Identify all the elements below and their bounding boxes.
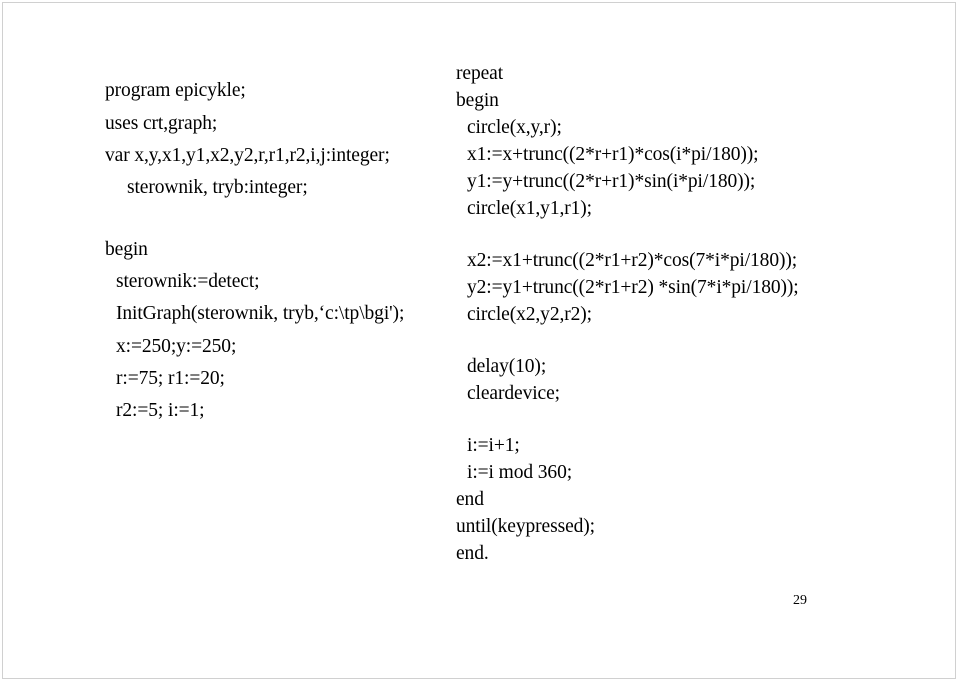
code-line: x2:=x1+trunc((2*r1+r2)*cos(7*i*pi/180)); bbox=[467, 250, 798, 271]
code-line: x:=250;y:=250; bbox=[116, 336, 237, 357]
code-line: y1:=y+trunc((2*r+r1)*sin(i*pi/180)); bbox=[467, 171, 756, 192]
code-line: i:=i mod 360; bbox=[467, 462, 573, 483]
code-line: delay(10); bbox=[467, 356, 547, 377]
code-line: repeat bbox=[456, 63, 504, 84]
code-line: sterownik:=detect; bbox=[116, 271, 260, 292]
code-line: circle(x,y,r); bbox=[467, 117, 562, 138]
code-line: i:=i+1; bbox=[467, 435, 520, 456]
code-line: end bbox=[456, 489, 484, 510]
code-line: r:=75; r1:=20; bbox=[116, 368, 225, 389]
page-number: 29 bbox=[793, 593, 807, 608]
code-line: y2:=y1+trunc((2*r1+r2) *sin(7*i*pi/180)); bbox=[467, 277, 799, 298]
code-line: until(keypressed); bbox=[456, 516, 595, 537]
code-line: circle(x2,y2,r2); bbox=[467, 304, 592, 325]
code-line: end. bbox=[456, 543, 489, 564]
code-line: uses crt,graph; bbox=[105, 113, 218, 134]
code-line: circle(x1,y1,r1); bbox=[467, 198, 592, 219]
code-line: begin bbox=[105, 239, 148, 260]
code-line: sterownik, tryb:integer; bbox=[127, 177, 308, 198]
code-line: x1:=x+trunc((2*r+r1)*cos(i*pi/180)); bbox=[467, 144, 759, 165]
code-line: begin bbox=[456, 90, 499, 111]
code-line: r2:=5; i:=1; bbox=[116, 400, 205, 421]
code-line: InitGraph(sterownik, tryb,‘c:\tp\bgi'); bbox=[116, 303, 405, 324]
code-line: var x,y,x1,y1,x2,y2,r,r1,r2,i,j:integer; bbox=[105, 145, 390, 166]
code-line: program epicykle; bbox=[105, 80, 246, 101]
code-line: cleardevice; bbox=[467, 383, 560, 404]
